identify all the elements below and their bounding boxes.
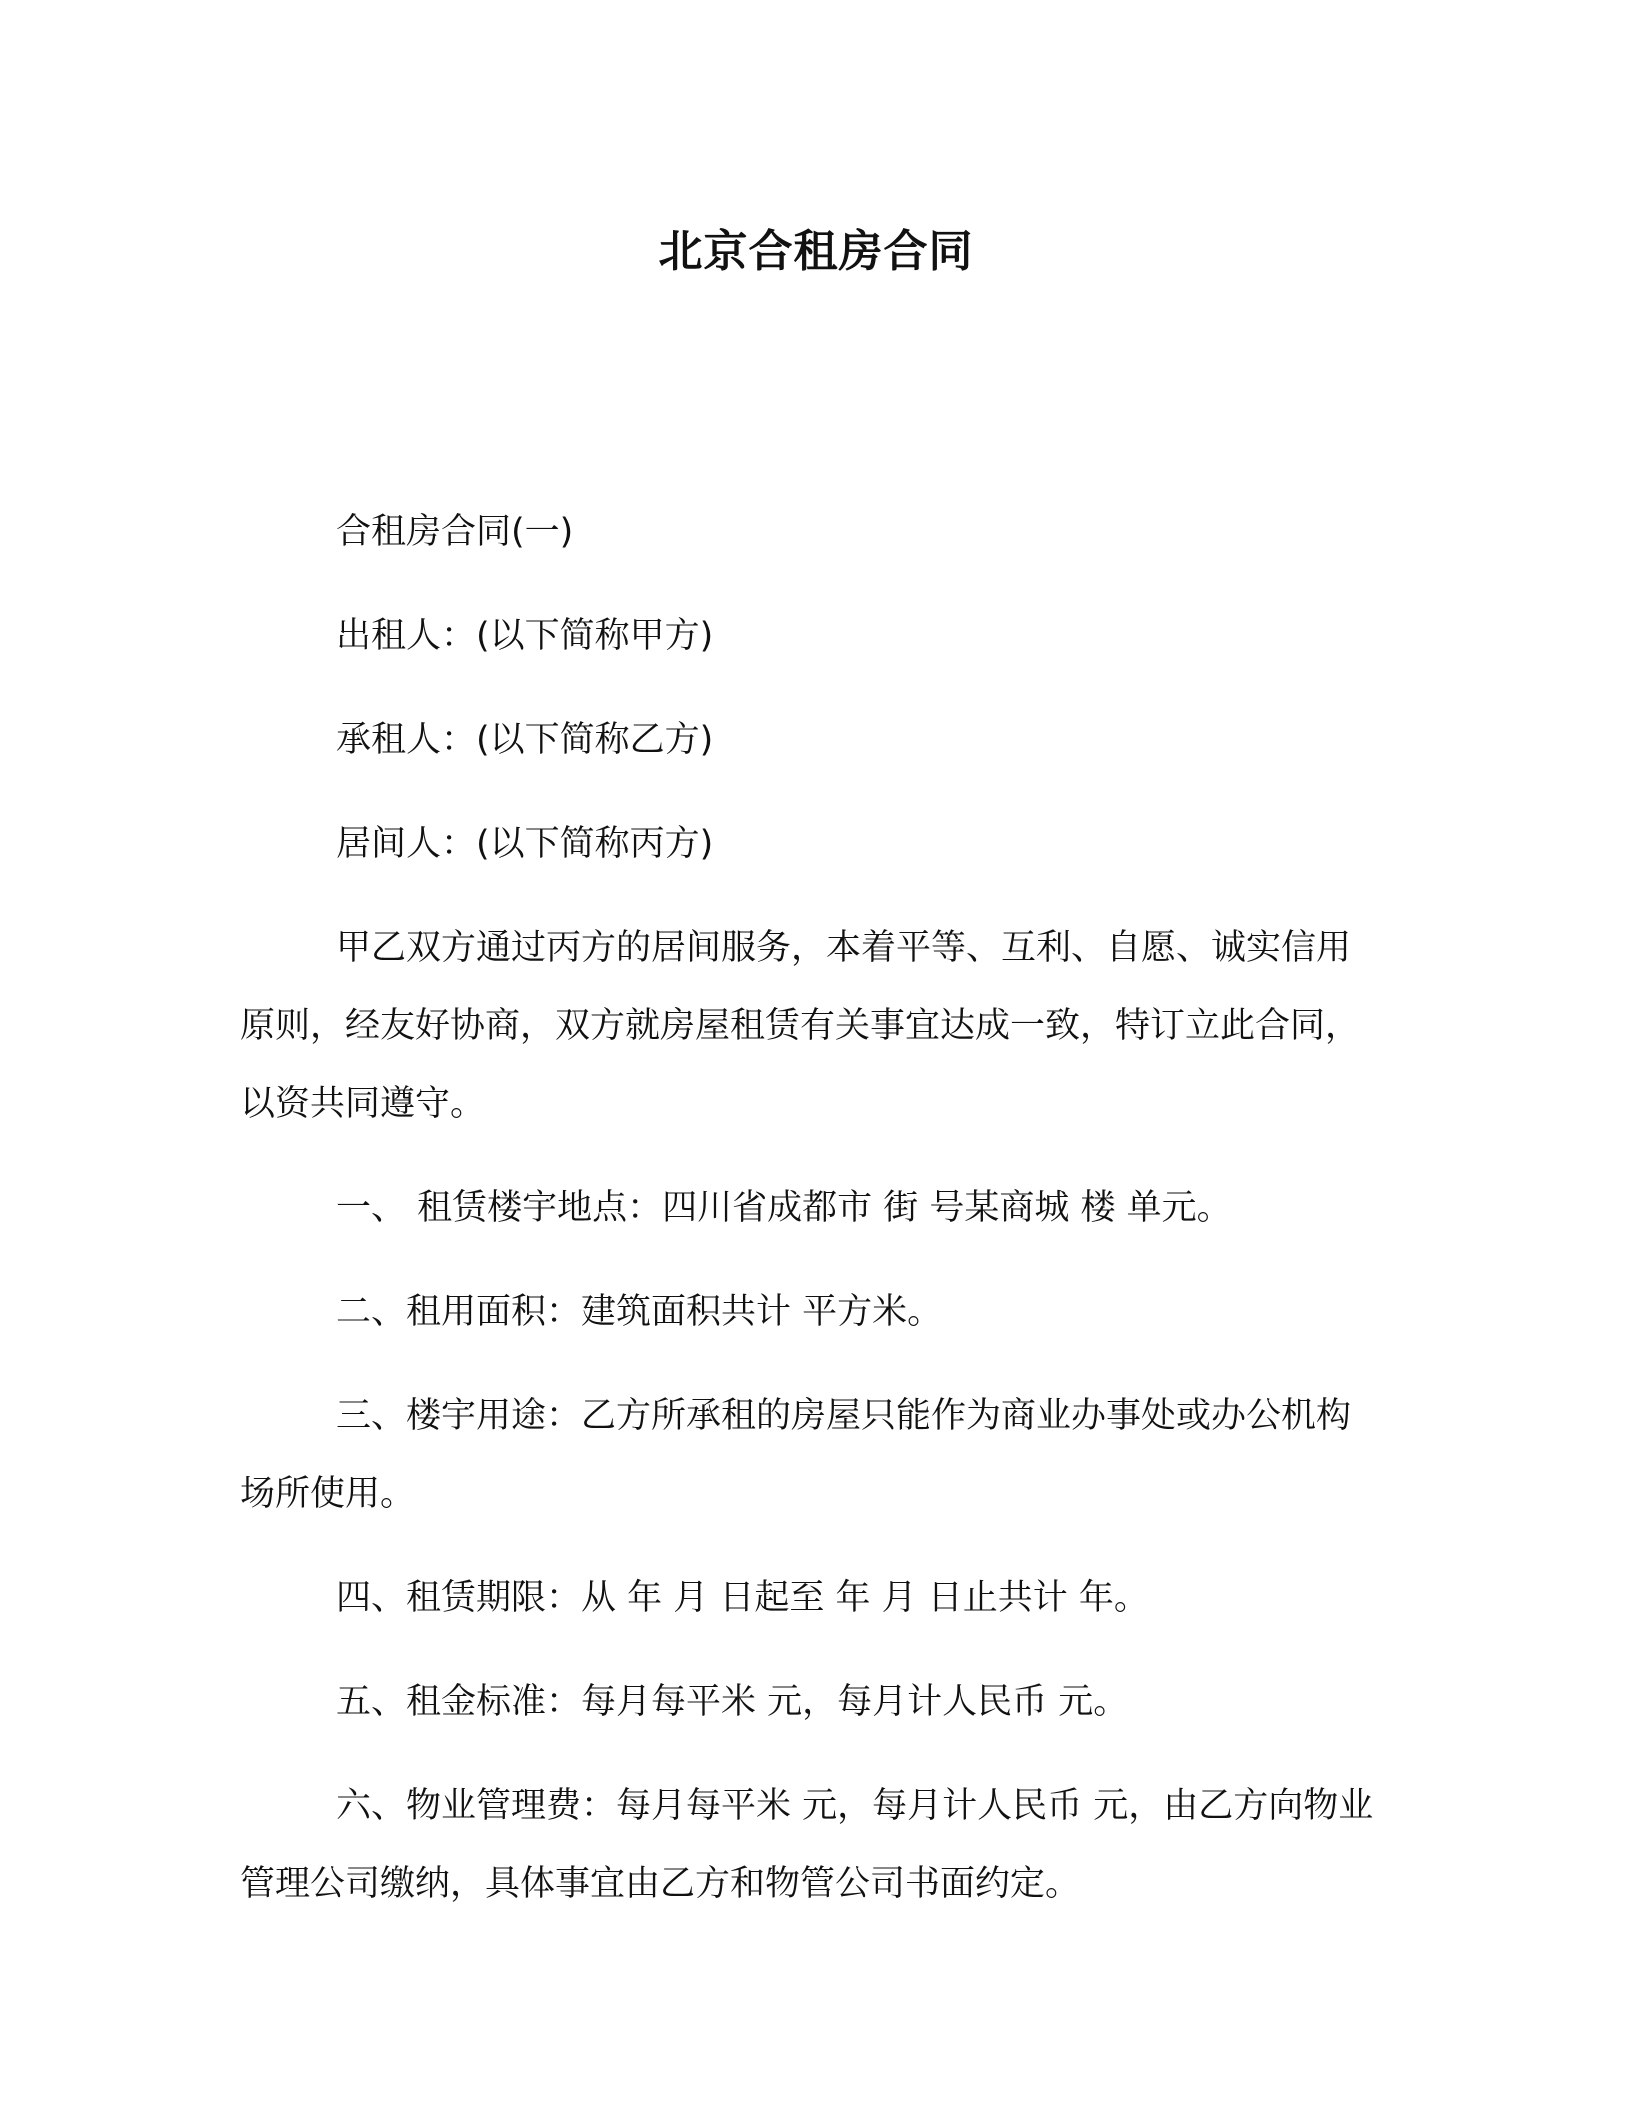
document-title: 北京合租房合同	[658, 226, 974, 277]
clause-property-fee: 六、物业管理费：每月每平米 元，每月计人民币 元，由乙方向物业管理公司缴纳，具体事宜由乙方和物管公司书面约定。	[240, 1786, 1374, 1904]
clause-location: 一、 租赁楼宇地点：四川省成都市 街 号某商城 楼 单元。	[336, 1188, 1232, 1228]
lessor-line: 出租人：(以下简称甲方)	[336, 616, 714, 656]
clause-usage: 三、楼宇用途：乙方所承租的房屋只能作为商业办事处或办公机构场所使用。	[240, 1396, 1352, 1514]
document-body	[240, 493, 1376, 1949]
clause-term: 四、租赁期限：从 年 月 日起至 年 月 日止共计 年。	[336, 1578, 1149, 1618]
intermediary-line: 居间人：(以下简称丙方)	[336, 824, 714, 864]
clause-area: 二、租用面积：建筑面积共计 平方米。	[336, 1292, 943, 1332]
clause-rent: 五、租金标准：每月每平米 元，每月计人民币 元。	[336, 1682, 1129, 1722]
contract-subtitle: 合租房合同(一)	[336, 512, 574, 552]
lessee-line: 承租人：(以下简称乙方)	[336, 720, 714, 760]
preamble-paragraph: 甲乙双方通过丙方的居间服务，本着平等、互利、自愿、诚实信用原则，经友好协商，双方就房屋租赁有关事宜达成一致，特订立此合同，以资共同遵守。	[240, 928, 1361, 1124]
